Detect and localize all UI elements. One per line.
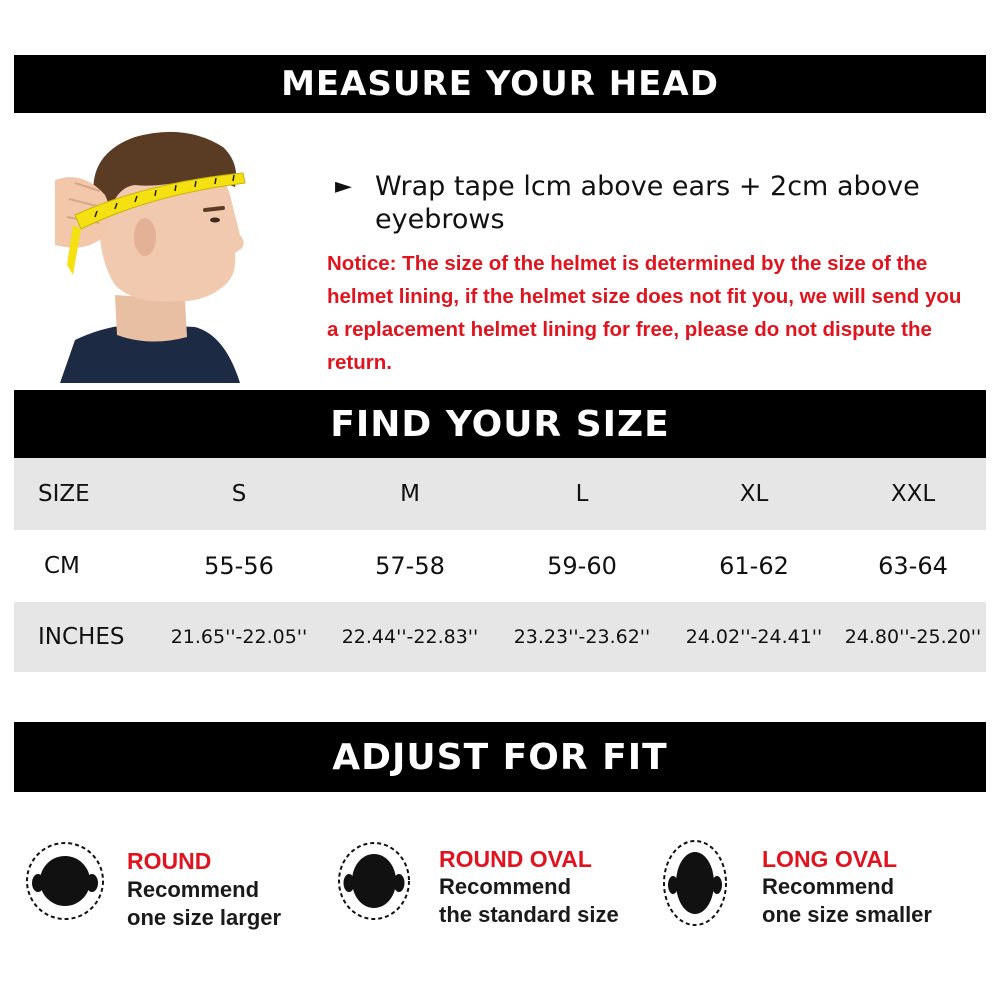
measure-head-banner <box>14 55 986 113</box>
fit-recommend: Recommend <box>762 874 895 899</box>
table-cell: 59-60 <box>547 552 617 580</box>
fit-name: ROUND OVAL <box>439 846 592 872</box>
fit-recommend-size: the standard size <box>439 902 619 927</box>
table-cell: S <box>231 481 247 507</box>
table-cell: 23.23''-23.62'' <box>513 626 651 648</box>
round-oval-head-icon <box>335 840 413 922</box>
measure-head-title: MEASURE YOUR HEAD <box>281 64 719 104</box>
table-cell: 24.80''-25.20'' <box>844 626 982 648</box>
row-label-size: SIZE <box>38 481 90 507</box>
find-size-banner <box>14 390 986 458</box>
fit-recommend-size: one size smaller <box>762 902 932 927</box>
round-head-icon <box>24 840 106 922</box>
adjust-fit-title: ADJUST FOR FIT <box>332 736 668 778</box>
row-label-inches: INCHES <box>38 624 125 650</box>
notice-text: Notice: The size of the helmet is determined by the size of the helmet lining, if the helmet size does not fit you, we will send you a replacement helmet lining for free, please do not dispute the return. <box>327 252 962 374</box>
arrow-right-icon: ► <box>335 174 352 199</box>
measure-instruction <box>335 170 975 236</box>
table-cell: 21.65''-22.05'' <box>170 626 308 648</box>
table-cell: XXL <box>890 481 936 507</box>
table-cell: XL <box>739 481 769 507</box>
size-chart-table <box>14 458 986 672</box>
table-row-inches <box>14 602 986 672</box>
fit-recommend: Recommend <box>127 877 260 902</box>
measure-instruction-text: Wrap tape lcm above ears + 2cm above eyebrows <box>375 171 920 235</box>
fit-name: LONG OVAL <box>762 846 898 872</box>
table-cell: L <box>575 481 589 507</box>
table-cell: 61-62 <box>719 552 789 580</box>
table-cell: 57-58 <box>375 552 445 580</box>
row-label-cm: CM <box>44 553 80 579</box>
fit-recommend: Recommend <box>439 874 572 899</box>
table-row-size <box>14 458 986 530</box>
table-cell: M <box>400 481 420 507</box>
table-cell: 22.44''-22.83'' <box>341 626 479 648</box>
table-cell: 63-64 <box>878 552 948 580</box>
table-cell: 55-56 <box>204 552 274 580</box>
table-cell: 24.02''-24.41'' <box>685 626 823 648</box>
fit-name: ROUND <box>127 848 212 874</box>
long-oval-head-icon <box>660 838 730 928</box>
adjust-fit-banner <box>14 722 986 792</box>
head-measurement-photo <box>55 125 265 383</box>
fit-recommend-size: one size larger <box>127 905 282 930</box>
find-size-title: FIND YOUR SIZE <box>330 403 670 445</box>
table-row-cm <box>14 530 986 602</box>
